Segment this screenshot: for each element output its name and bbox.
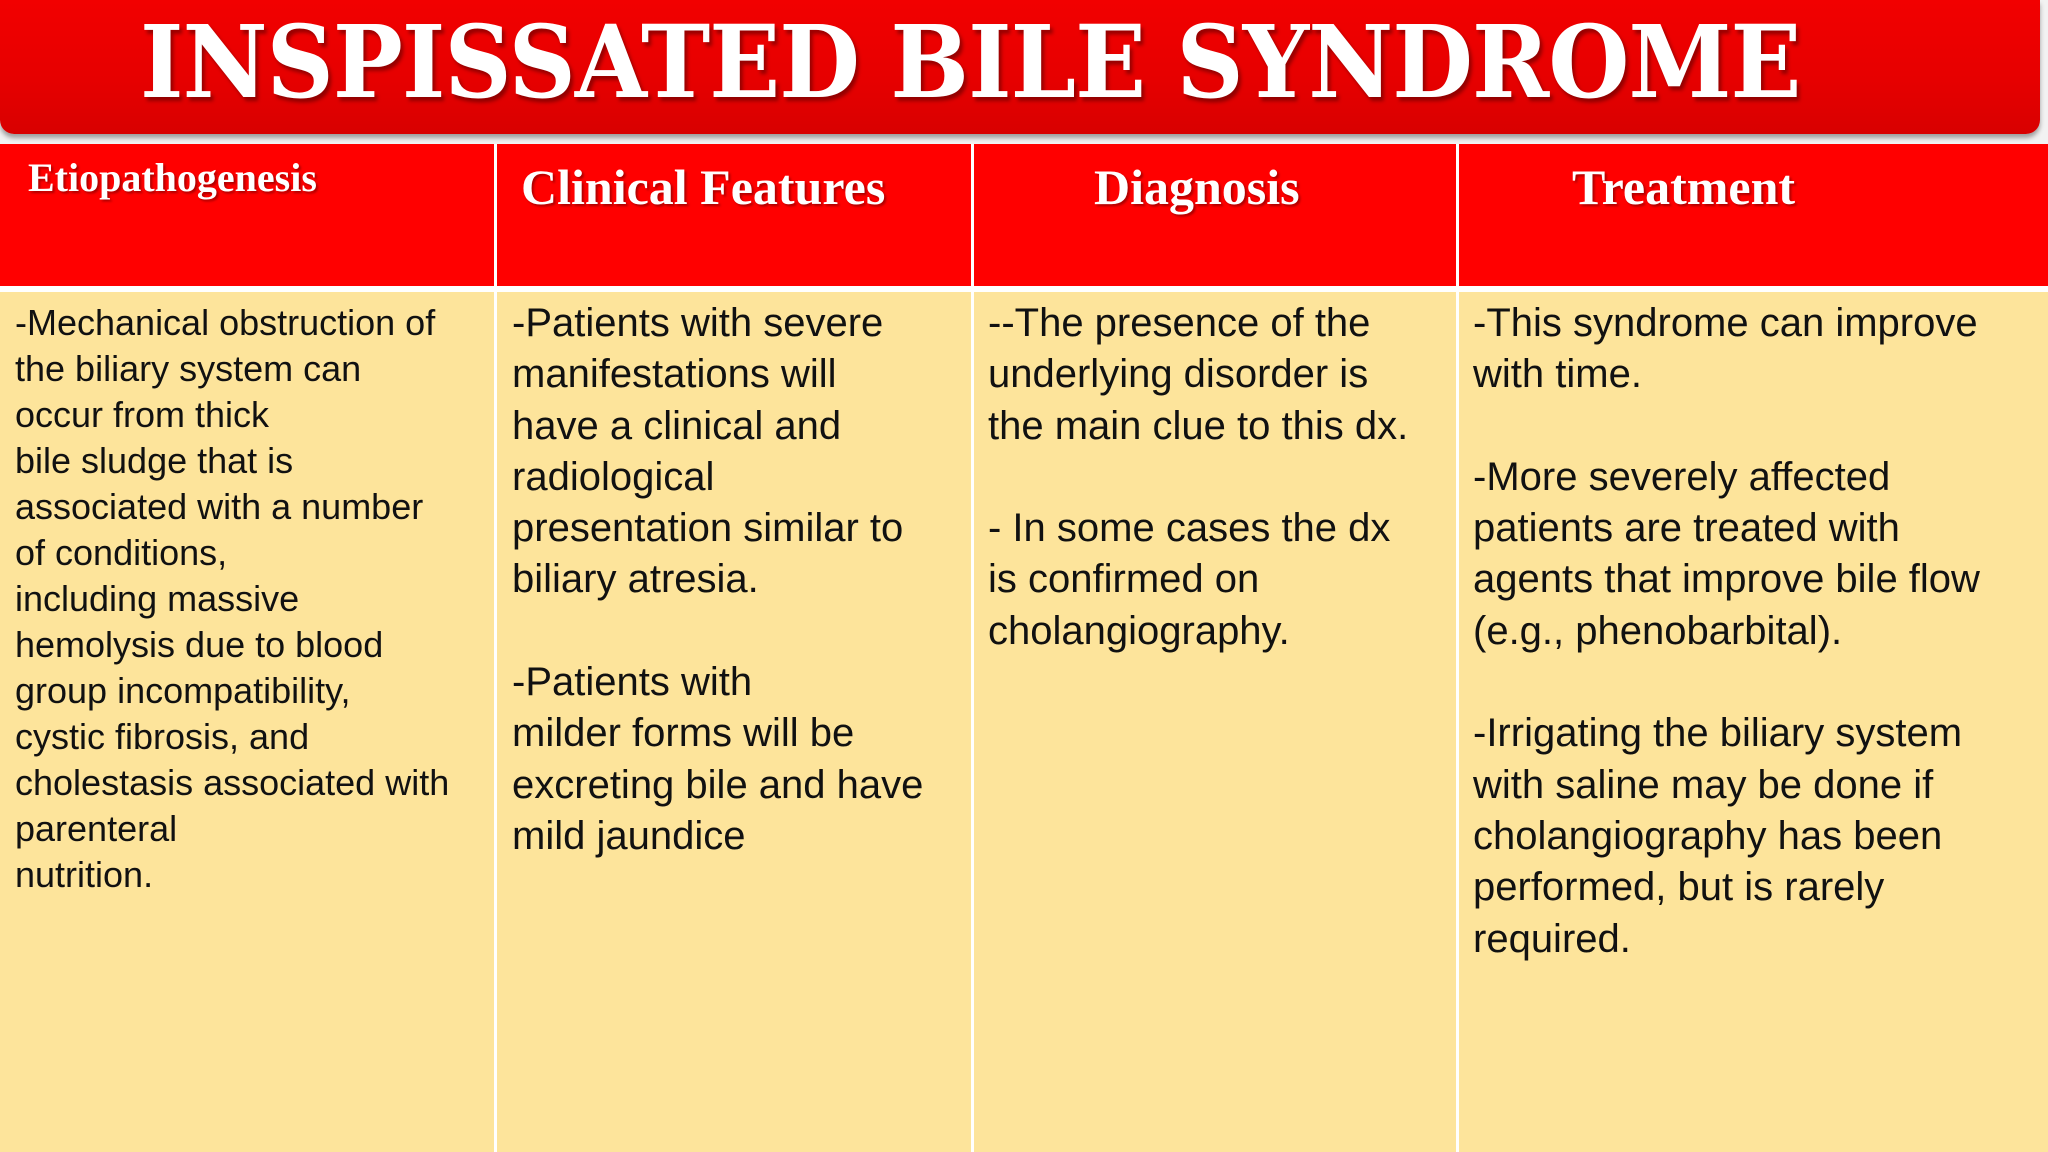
table-header-row bbox=[0, 144, 2048, 286]
content-table bbox=[0, 144, 2048, 1152]
cell-clinical-features bbox=[512, 298, 972, 862]
diagnosis-paragraph: - In some cases the dx is confirmed on cholangiography. bbox=[988, 506, 1391, 653]
clinical-features-paragraph: -Patients with severe manifestations will have a clinical and radiological presentation similar to biliary atresia. bbox=[512, 301, 904, 602]
header-etiopathogenesis: Etiopathogenesis bbox=[28, 155, 317, 200]
table-body-row bbox=[0, 292, 2048, 1152]
treatment-paragraph: -More severely affected patients are treated with agents that improve bile flow (e.g., phenobarbital). bbox=[1473, 454, 1980, 653]
header-divider bbox=[0, 286, 2048, 292]
column-divider bbox=[494, 144, 497, 1152]
etiopathogenesis-paragraph: -Mechanical obstruction of the biliary system can occur from thick bile sludge that is associated with a number of conditions, including massive hemolysis due to blood group incompatibility, cystic fibrosis, and cholestasis associated with parenteral nutrition. bbox=[15, 302, 450, 895]
treatment-paragraph: -Irrigating the biliary system with saline may be done if cholangiography has been performed, but is rarely required. bbox=[1473, 711, 1963, 961]
header-diagnosis: Diagnosis bbox=[1094, 159, 1300, 215]
header-treatment: Treatment bbox=[1572, 159, 1796, 215]
cell-treatment bbox=[1473, 298, 2039, 965]
diagnosis-paragraph: --The presence of the underlying disorder is the main clue to this dx. bbox=[988, 301, 1409, 448]
slide-title: INSPISSATED BILE SYNDROME bbox=[140, 3, 1801, 121]
column-divider bbox=[971, 144, 974, 1152]
cell-diagnosis bbox=[988, 298, 1448, 657]
clinical-features-paragraph: -Patients with milder forms will be excreting bile and have mild jaundice bbox=[512, 660, 924, 858]
title-banner bbox=[0, 0, 2040, 134]
cell-etiopathogenesis bbox=[15, 300, 493, 898]
header-clinical-features: Clinical Features bbox=[521, 159, 886, 215]
treatment-paragraph: -This syndrome can improve with time. bbox=[1473, 301, 1978, 397]
column-divider bbox=[1456, 144, 1459, 1152]
